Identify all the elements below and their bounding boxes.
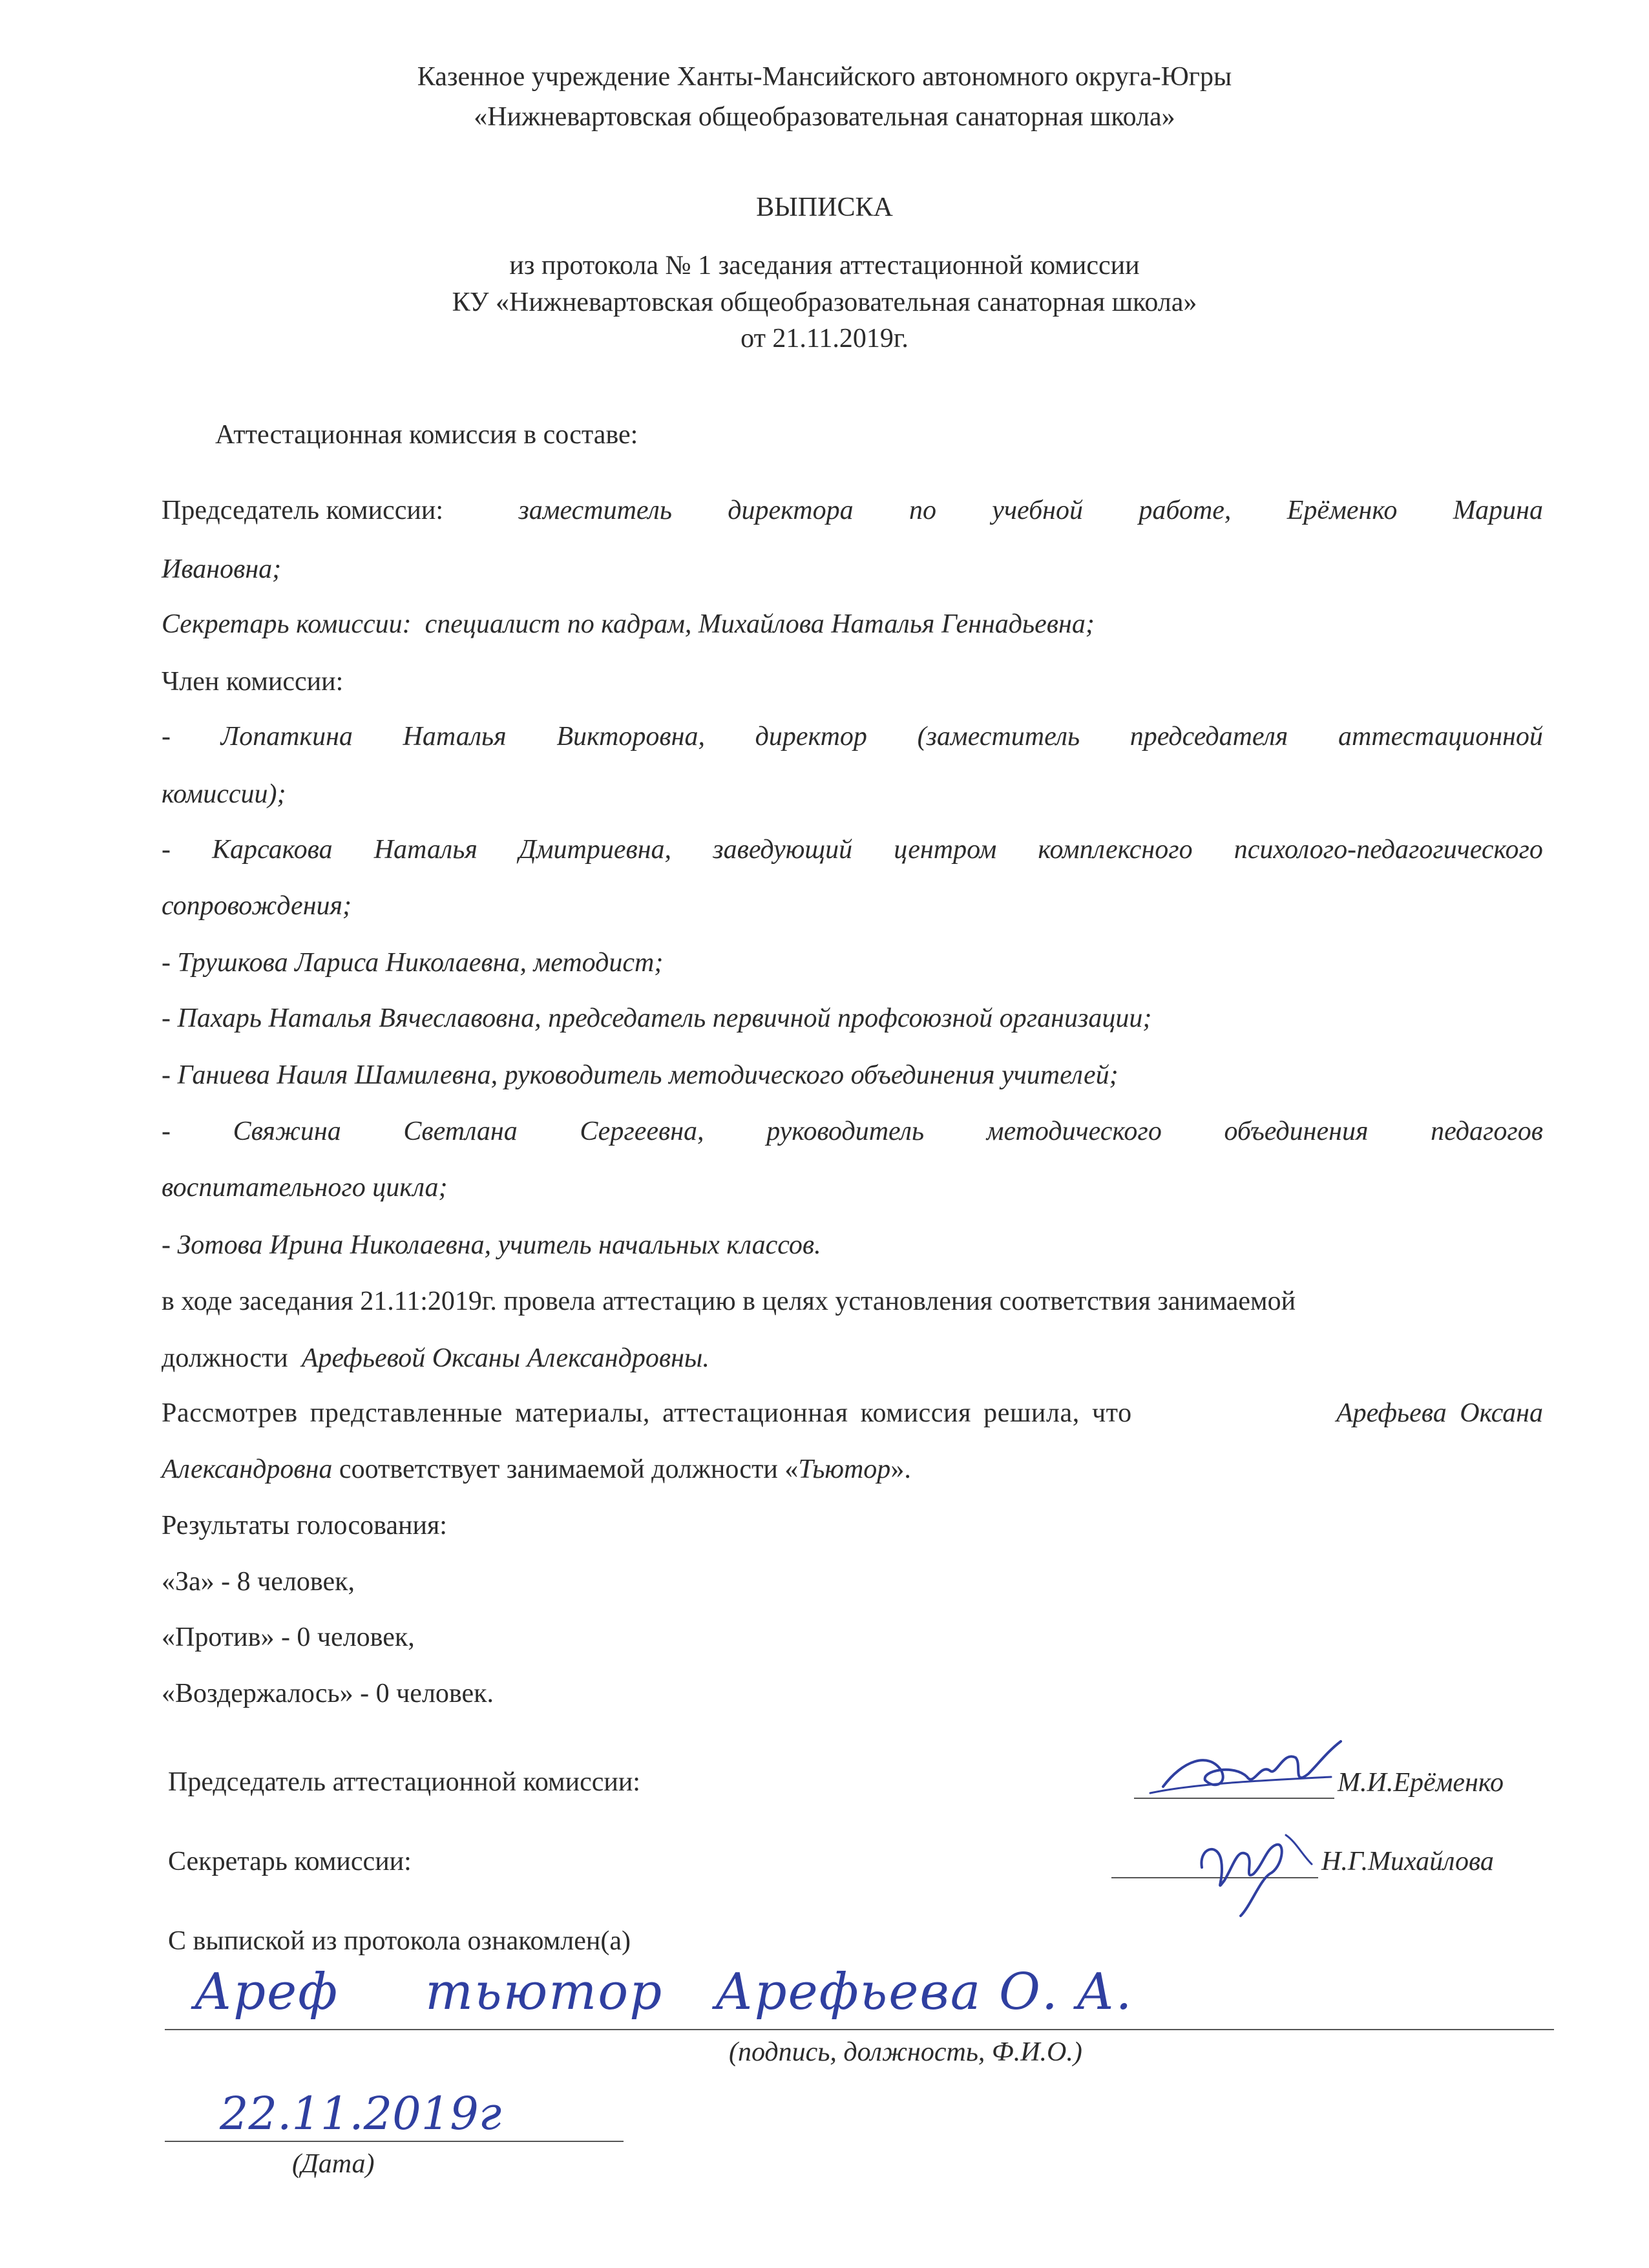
- chairman-word: Ерёменко: [1287, 496, 1398, 525]
- member-word: педагогов: [1431, 1117, 1543, 1146]
- member-word: -: [162, 722, 171, 751]
- secretary-line: [162, 609, 1543, 640]
- chairman-name: М.И.Ерёменко: [1338, 1768, 1504, 1798]
- voting-for: «За» - 8 человек,: [162, 1567, 355, 1597]
- member-word: -: [162, 1117, 171, 1146]
- member-word: -: [162, 835, 171, 865]
- member-word: методического: [986, 1117, 1162, 1146]
- member-word: директор: [755, 722, 867, 751]
- chairman-signature: [1137, 1725, 1350, 1809]
- member-1-line-2: комиссии);: [162, 779, 286, 809]
- voting-title: Результаты голосования:: [162, 1511, 447, 1540]
- member-word: руководитель: [766, 1117, 925, 1146]
- subtitle-line-1: из протокола № 1 заседания аттестационной комиссии: [509, 251, 1140, 280]
- member-7: - Зотова Ирина Николаевна, учитель начальных классов.: [162, 1230, 821, 1260]
- decision-text: Рассмотрев представленные материалы, аттестационная комиссия решила, что: [162, 1398, 1132, 1428]
- chairman-line-1: [162, 495, 1543, 526]
- secretary-label: Секретарь комиссии:: [162, 609, 412, 639]
- acknowledgement-handwritten: Ареф тьютор Арефьева О. А.: [194, 1963, 1133, 2021]
- meeting-prefix: должности: [162, 1343, 288, 1373]
- member-word: Сергеевна,: [580, 1117, 704, 1146]
- member-word: объединения: [1224, 1117, 1369, 1146]
- member-3: - Трушкова Лариса Николаевна, методист;: [162, 948, 664, 978]
- acknowledgement-line: [165, 2029, 1554, 2030]
- voting-abstain: «Воздержалось» - 0 человек.: [162, 1679, 494, 1708]
- chairman-word: директора: [728, 496, 854, 525]
- member-word: центром: [894, 835, 997, 865]
- member-word: (заместитель: [917, 722, 1080, 751]
- chairman-label: Председатель комиссии:: [162, 496, 443, 525]
- member-word: Лопаткина: [220, 722, 353, 751]
- subtitle-line-2: КУ «Нижневартовская общеобразовательная санаторная школа»: [452, 288, 1197, 317]
- meeting-name: Арефьевой Оксаны Александровны.: [301, 1343, 709, 1373]
- meeting-line-2: [162, 1343, 1543, 1374]
- decision-line-2: [162, 1454, 1543, 1485]
- member-word: Карсакова: [212, 835, 333, 865]
- decision-position: Тьютор: [798, 1454, 891, 1484]
- secretary-text: специалист по кадрам, Михайлова Наталья Геннадьевна;: [425, 609, 1095, 639]
- decision-line-1: [162, 1398, 1543, 1429]
- chairman-word: Марина: [1453, 496, 1543, 525]
- chairman-signature-label: Председатель аттестационной комиссии:: [168, 1767, 640, 1797]
- date-handwritten: 22.11.2019г: [220, 2087, 502, 2140]
- member-word: комплексного: [1038, 835, 1193, 865]
- member-word: Викторовна,: [556, 722, 705, 751]
- commission-intro: Аттестационная комиссия в составе:: [215, 420, 638, 450]
- decision-name-end: Александровна: [162, 1454, 333, 1484]
- member-2-line-2: сопровождения;: [162, 891, 352, 921]
- voting-against: «Против» - 0 человек,: [162, 1622, 415, 1652]
- meeting-line-1: в ходе заседания 21.11:2019г. провела аттестацию в целях установления соответствия занимаемой: [162, 1286, 1296, 1316]
- chairman-word: по: [909, 496, 936, 525]
- member-word: Дмитриевна,: [518, 835, 672, 865]
- secretary-name: Н.Г.Михайлова: [1321, 1847, 1494, 1876]
- header-line-2: «Нижневартовская общеобразовательная санаторная школа»: [474, 102, 1175, 132]
- date-caption: (Дата): [292, 2149, 375, 2179]
- chairman-word: заместитель: [518, 496, 672, 525]
- member-word: аттестационной: [1338, 722, 1543, 751]
- decision-end: ».: [890, 1454, 911, 1484]
- member-word: председателя: [1129, 722, 1288, 751]
- member-6-line-1: [162, 1116, 1543, 1147]
- member-word: Наталья: [373, 835, 478, 865]
- member-6-line-2: воспитательного цикла;: [162, 1173, 448, 1202]
- members-label: Член комиссии:: [162, 667, 344, 697]
- acknowledgement-label: С выпиской из протокола ознакомлен(а): [168, 1926, 631, 1956]
- member-word: Свяжина: [233, 1117, 341, 1146]
- chairman-word: работе,: [1139, 496, 1232, 525]
- member-4: - Пахарь Наталья Вячеславовна, председатель первичной профсоюзной организации;: [162, 1003, 1152, 1033]
- document-title: ВЫПИСКА: [756, 193, 893, 222]
- member-word: Наталья: [403, 722, 507, 751]
- member-2-line-1: [162, 834, 1543, 865]
- member-word: Светлана: [403, 1117, 518, 1146]
- chairman-word: учебной: [992, 496, 1084, 525]
- header-line-1: Казенное учреждение Ханты-Мансийского автономного округа-Югры: [417, 62, 1232, 92]
- secretary-signature-label: Секретарь комиссии:: [168, 1847, 412, 1876]
- member-5: - Ганиева Наиля Шамилевна, руководитель методического объединения учителей;: [162, 1060, 1119, 1090]
- acknowledgement-caption: (подпись, должность, Ф.И.О.): [729, 2037, 1082, 2067]
- secretary-signature: [1189, 1809, 1318, 1919]
- chairman-line-2: Ивановна;: [162, 554, 282, 584]
- member-word: психолого-педагогического: [1234, 835, 1543, 865]
- decision-text-2: соответствует занимаемой должности «: [339, 1454, 799, 1484]
- subtitle-line-3: от 21.11.2019г.: [740, 324, 909, 353]
- decision-name: Арефьева Оксана: [1336, 1398, 1543, 1428]
- member-1-line-1: [162, 721, 1543, 752]
- date-line: [165, 2141, 624, 2142]
- member-word: заведующий: [713, 835, 853, 865]
